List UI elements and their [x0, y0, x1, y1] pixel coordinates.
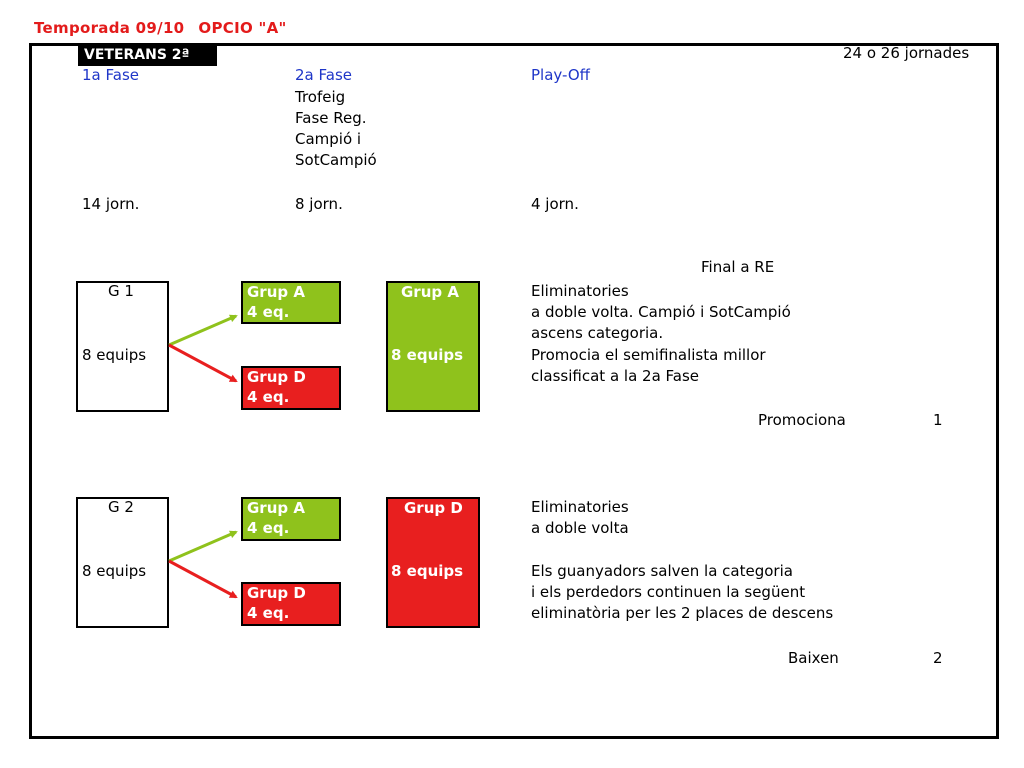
group1-down-name: Grup D	[247, 368, 306, 386]
season-label: Temporada 09/10	[34, 19, 185, 37]
phase2-sub-2: Fase Reg.	[295, 109, 367, 127]
group2-desc-4: Els guanyadors salven la categoria	[531, 562, 793, 580]
group1-desc-4: Promocia el semifinalista millor	[531, 346, 766, 364]
phase2-rounds: 8 jorn.	[295, 195, 343, 213]
group1-result-value: 1	[933, 411, 943, 429]
group1-label: G 1	[108, 282, 134, 300]
group1-desc-3: ascens categoria.	[531, 324, 664, 342]
category-badge: VETERANS 2ª	[78, 44, 217, 66]
group2-result-label: Baixen	[788, 649, 839, 667]
group2-desc-6: eliminatòria per les 2 places de descens	[531, 604, 834, 622]
season-title	[34, 19, 301, 37]
option-label: OPCIO "A"	[198, 19, 287, 37]
group2-count: 8 equips	[82, 562, 147, 580]
final-label: Final a RE	[701, 258, 775, 276]
phase1-rounds: 14 jorn.	[82, 195, 140, 213]
phase2-sub-4: SotCampió	[295, 151, 377, 169]
group1-playoff-count: 8 equips	[391, 346, 464, 364]
playoff-title: Play-Off	[531, 66, 590, 84]
group2-up-count: 4 eq.	[247, 519, 290, 537]
phase2-title: 2a Fase	[295, 66, 352, 84]
group1-up-count: 4 eq.	[247, 303, 290, 321]
phase1-title: 1a Fase	[82, 66, 139, 84]
group2-label: G 2	[108, 498, 134, 516]
group2-desc-5: i els perdedors continuen la següent	[531, 583, 806, 601]
group1-result-label: Promociona	[758, 411, 846, 429]
group1-desc-5: classificat a la 2a Fase	[531, 367, 700, 385]
group2-desc-1: Eliminatories	[531, 498, 629, 516]
group1-playoff-name: Grup A	[401, 283, 459, 301]
group1-count: 8 equips	[82, 346, 147, 364]
main-frame	[29, 43, 999, 739]
group1-down-count: 4 eq.	[247, 388, 290, 406]
group2-down-name: Grup D	[247, 584, 306, 602]
phase2-sub-1: Trofeig	[295, 88, 346, 106]
group1-desc-2: a doble volta. Campió i SotCampió	[531, 303, 791, 321]
group2-desc-2: a doble volta	[531, 519, 629, 537]
group2-playoff-name: Grup D	[404, 499, 463, 517]
playoff-rounds: 4 jorn.	[531, 195, 579, 213]
group2-playoff-count: 8 equips	[391, 562, 464, 580]
phase2-sub-3: Campió i	[295, 130, 362, 148]
group1-desc-1: Eliminatories	[531, 282, 629, 300]
group2-down-count: 4 eq.	[247, 604, 290, 622]
total-rounds: 24 o 26 jornades	[843, 44, 970, 62]
group2-result-value: 2	[933, 649, 943, 667]
group2-up-name: Grup A	[247, 499, 305, 517]
group1-up-name: Grup A	[247, 283, 305, 301]
